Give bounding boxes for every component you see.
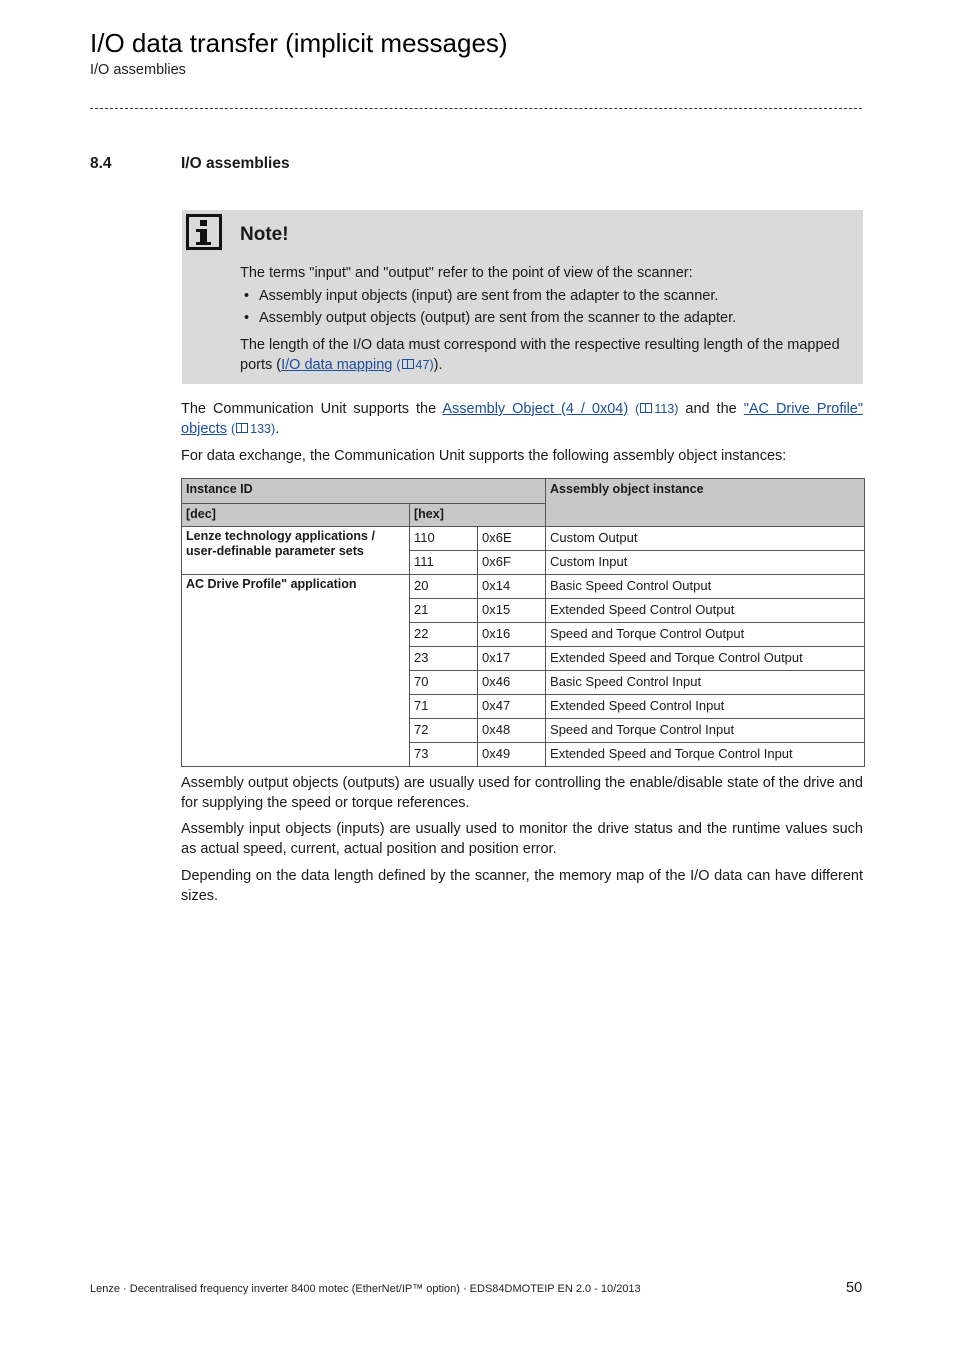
header-instance-id: Instance ID bbox=[182, 479, 546, 504]
header-assembly-instance: Assembly object instance bbox=[546, 479, 865, 527]
paragraph-text: The Communication Unit supports the bbox=[181, 401, 443, 417]
note-paragraph bbox=[240, 335, 840, 375]
intro-paragraph bbox=[181, 399, 863, 439]
cell-name: Basic Speed Control Output bbox=[546, 575, 865, 599]
cell-hex: 0x6E bbox=[478, 527, 546, 551]
cell-name: Extended Speed and Torque Control Output bbox=[546, 647, 865, 671]
paragraph: Assembly input objects (inputs) are usually used to monitor the drive status and the runtime values such as actual speed, current, actual position and position error. bbox=[181, 821, 863, 857]
paragraph-text: . bbox=[275, 421, 280, 437]
cell-hex: 0x49 bbox=[478, 743, 546, 767]
book-icon bbox=[236, 423, 248, 433]
paragraph: Assembly output objects (outputs) are usually used for controlling the enable/disable state of the drive and for supplying the speed or torque references. bbox=[181, 775, 863, 811]
cell-hex: 0x15 bbox=[478, 599, 546, 623]
cell-hex: 0x14 bbox=[478, 575, 546, 599]
assembly-object-link[interactable]: Assembly Object (4 / 0x04) bbox=[442, 401, 629, 417]
header-hex: [hex] bbox=[410, 504, 546, 527]
ac-drive-profile-link[interactable]: "AC Drive Profile" objects bbox=[181, 401, 863, 437]
cell-name: Extended Speed Control Input bbox=[546, 695, 865, 719]
group-label: AC Drive Profile" application bbox=[182, 575, 410, 767]
cell-hex: 0x47 bbox=[478, 695, 546, 719]
page-subtitle: I/O assemblies bbox=[90, 62, 186, 78]
cell-dec: 20 bbox=[410, 575, 478, 599]
cell-dec: 23 bbox=[410, 647, 478, 671]
group-label: Lenze technology applications / user-definable parameter sets bbox=[182, 527, 410, 575]
cell-hex: 0x6F bbox=[478, 551, 546, 575]
page-reference-number: 47 bbox=[415, 358, 430, 372]
cell-hex: 0x48 bbox=[478, 719, 546, 743]
cell-name: Custom Output bbox=[546, 527, 865, 551]
page-number: 50 bbox=[846, 1280, 863, 1296]
cell-dec: 71 bbox=[410, 695, 478, 719]
io-data-mapping-link[interactable]: I/O data mapping bbox=[281, 357, 393, 373]
note-bullet-text: Assembly output objects (output) are sent from the scanner to the adapter. bbox=[259, 310, 737, 326]
page-reference[interactable]: ( 133) bbox=[230, 422, 276, 436]
note-paragraph-text: The length of the I/O data must correspond with the respective resulting length of the mapped ports ( bbox=[240, 337, 840, 373]
header-dec: [dec] bbox=[182, 504, 410, 527]
cell-hex: 0x46 bbox=[478, 671, 546, 695]
cell-dec: 72 bbox=[410, 719, 478, 743]
page-reference-number: 113 bbox=[654, 402, 675, 416]
page-reference-number: 133 bbox=[250, 422, 272, 436]
cell-hex: 0x16 bbox=[478, 623, 546, 647]
cell-name: Custom Input bbox=[546, 551, 865, 575]
note-bullet: • Assembly output objects (output) are sent from the scanner to the adapter. bbox=[244, 310, 737, 326]
cell-name: Extended Speed Control Output bbox=[546, 599, 865, 623]
cell-name: Speed and Torque Control Output bbox=[546, 623, 865, 647]
footer-text: Lenze · Decentralised frequency inverter 8400 motec (EtherNet/IP™ option) · EDS84DMOTEIP EN 2.0 - 10/2013 bbox=[90, 1283, 641, 1295]
cell-hex: 0x17 bbox=[478, 647, 546, 671]
section-number: 8.4 bbox=[90, 155, 112, 172]
paragraph: Depending on the data length defined by the scanner, the memory map of the I/O data can have different sizes. bbox=[181, 868, 863, 904]
cell-dec: 70 bbox=[410, 671, 478, 695]
paragraph: For data exchange, the Communication Unit supports the following assembly object instances: bbox=[181, 448, 787, 464]
page-reference[interactable]: ( 47) bbox=[396, 358, 434, 372]
page-title: I/O data transfer (implicit messages) bbox=[90, 28, 508, 58]
note-intro: The terms "input" and "output" refer to the point of view of the scanner: bbox=[240, 265, 693, 281]
cell-dec: 21 bbox=[410, 599, 478, 623]
dashed-divider bbox=[90, 108, 862, 109]
section-title: I/O assemblies bbox=[181, 155, 290, 172]
note-paragraph-end: ). bbox=[433, 357, 443, 373]
cell-dec: 22 bbox=[410, 623, 478, 647]
info-icon bbox=[186, 214, 222, 250]
page-reference[interactable]: ( 113) bbox=[635, 402, 679, 416]
note-heading: Note! bbox=[240, 224, 289, 245]
paragraph-text: and the bbox=[678, 401, 744, 417]
cell-dec: 110 bbox=[410, 527, 478, 551]
cell-name: Extended Speed and Torque Control Input bbox=[546, 743, 865, 767]
cell-dec: 73 bbox=[410, 743, 478, 767]
book-icon bbox=[402, 359, 414, 369]
note-bullet: • Assembly input objects (input) are sent from the adapter to the scanner. bbox=[244, 288, 719, 304]
cell-name: Speed and Torque Control Input bbox=[546, 719, 865, 743]
assembly-instances-table bbox=[181, 478, 865, 767]
cell-dec: 111 bbox=[410, 551, 478, 575]
note-bullet-text: Assembly input objects (input) are sent from the adapter to the scanner. bbox=[259, 288, 719, 304]
book-icon bbox=[640, 403, 652, 413]
cell-name: Basic Speed Control Input bbox=[546, 671, 865, 695]
